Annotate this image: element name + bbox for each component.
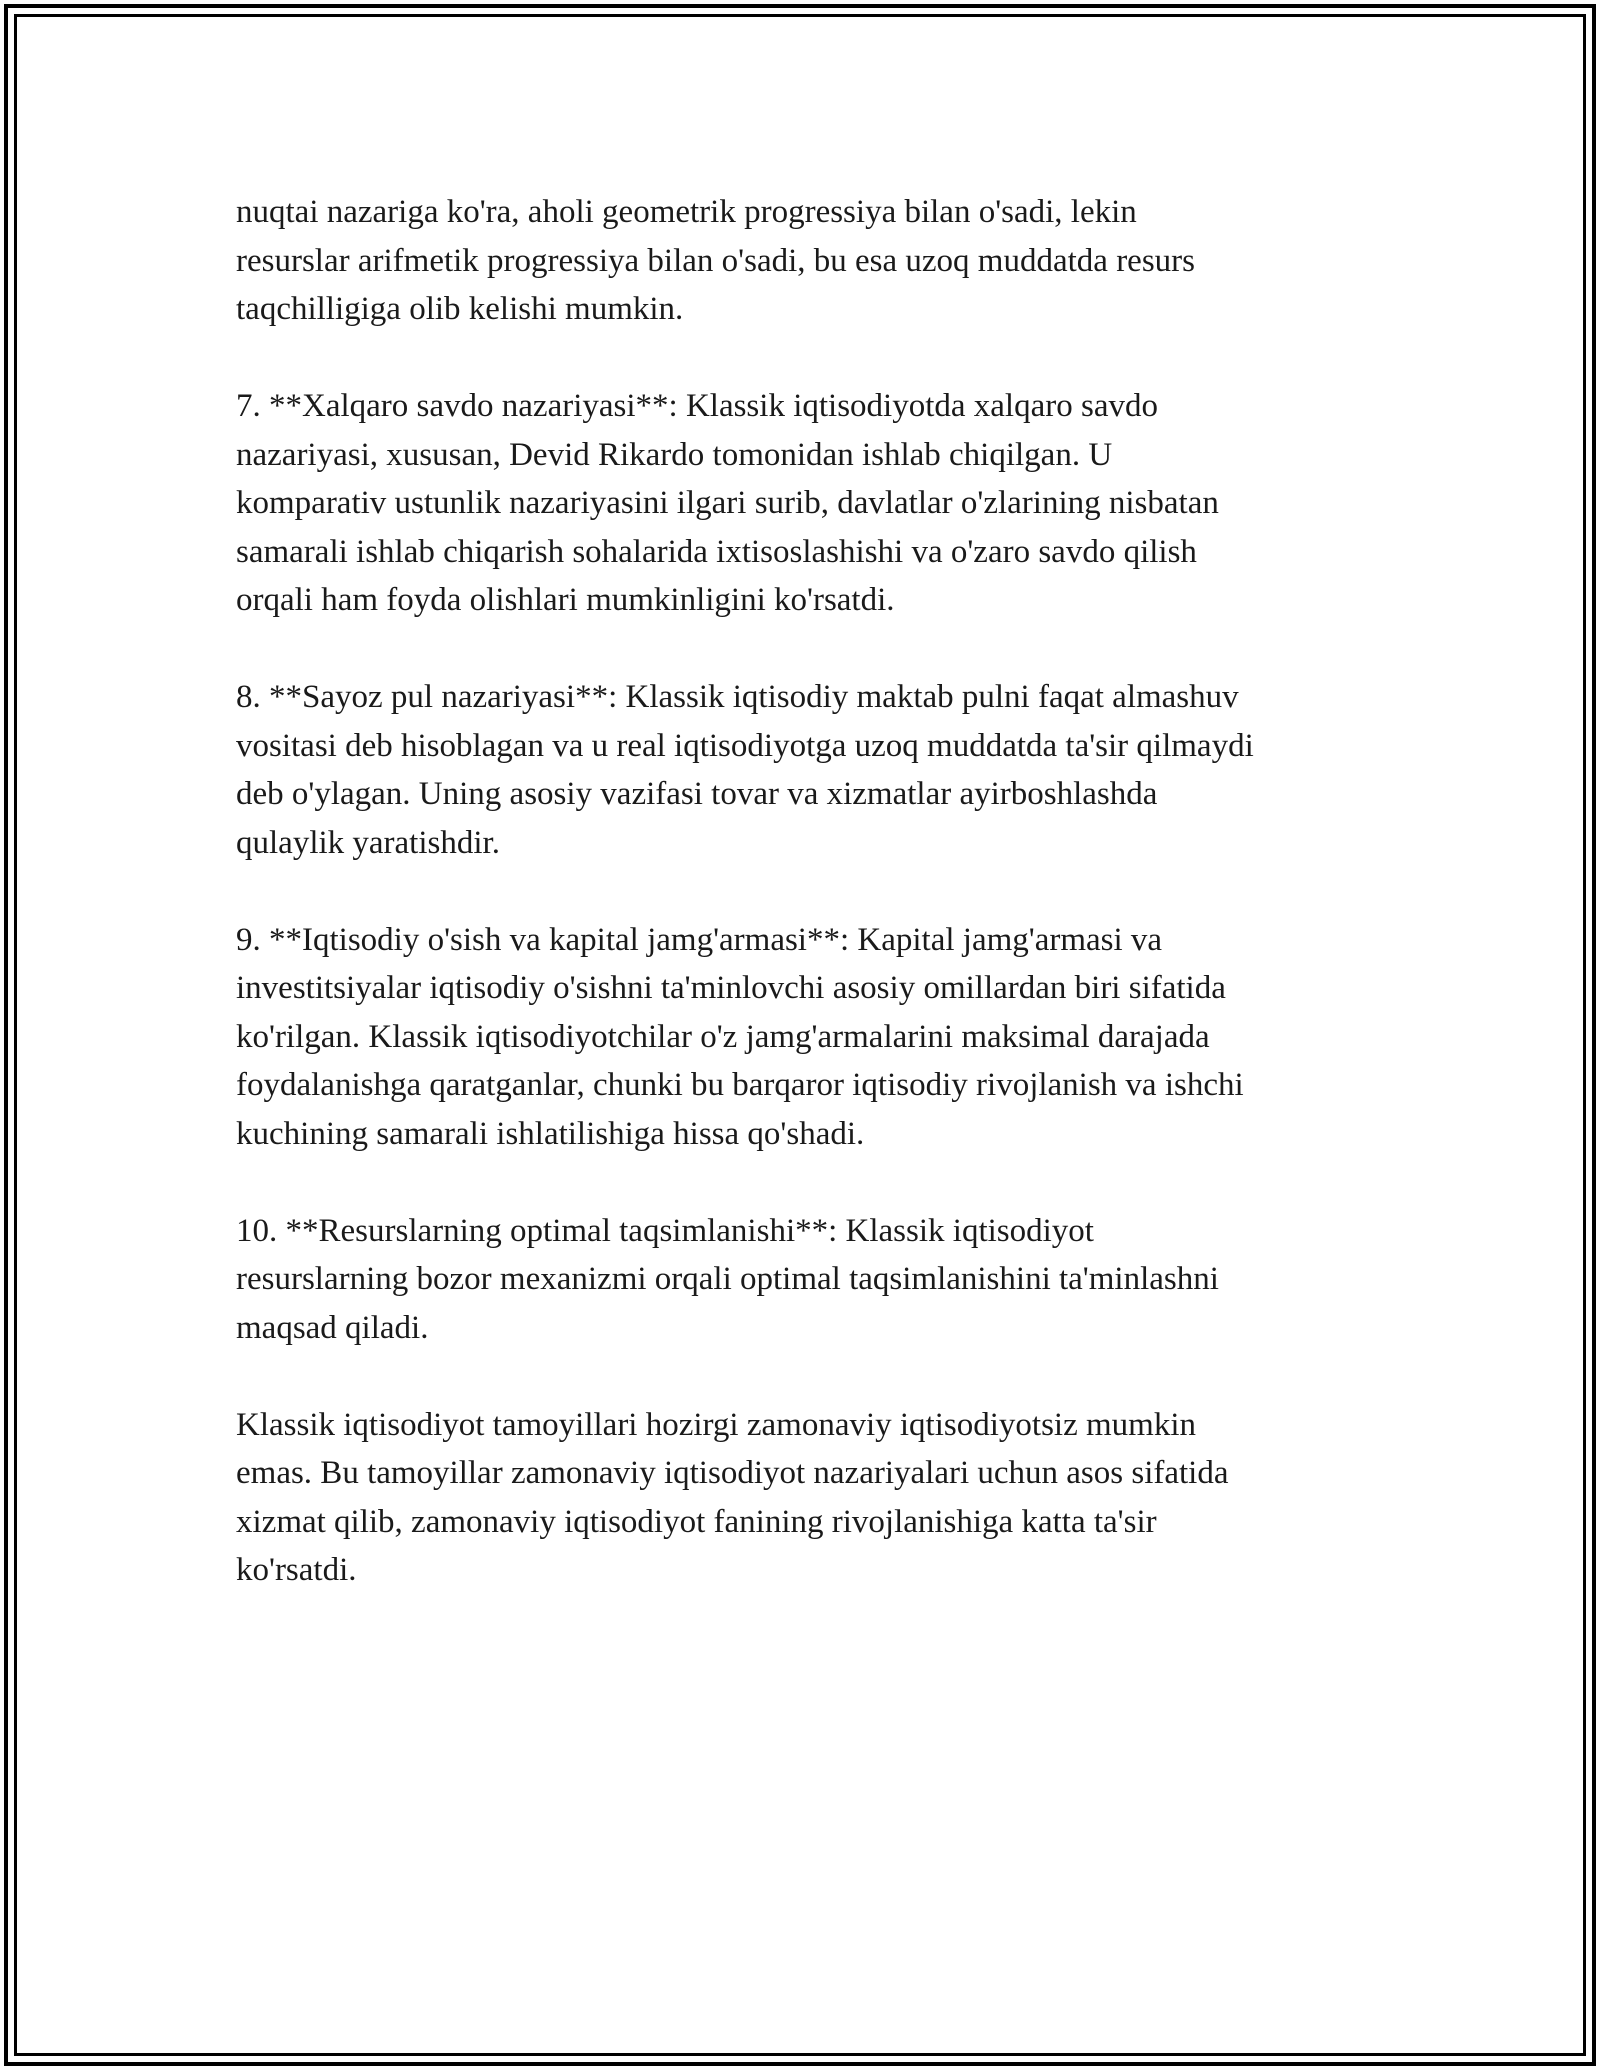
paragraph-item-8-money-theory: 8. **Sayoz pul nazariyasi**: Klassik iqtisodiy maktab pulni faqat almashuv vositasi deb hisoblagan va u real iqtisodiyotga uzoq muddatda ta'sir qilmaydi deb o'ylagan. Uning asosiy vazifasi tovar va xizmatlar ayirboshlashda qulaylik yaratishdir. [236, 679, 1254, 861]
paragraph-malthus-continuation: nuqtai nazariga ko'ra, aholi geometrik progressiya bilan o'sadi, lekin resurslar arifmetik progressiya bilan o'sadi, bu esa uzoq muddatda resurs taqchilligiga olib kelishi mumkin. [236, 194, 1195, 327]
paragraph-item-7-international-trade: 7. **Xalqaro savdo nazariyasi**: Klassik iqtisodiyotda xalqaro savdo nazariyasi, xususan, Devid Rikardo tomonidan ishlab chiqilgan. U komparativ ustunlik nazariyasini ilgari surib, davlatlar o'zlarining nisbatan samarali ishlab chiqarish sohalarida ixtisoslashishi va o'zaro savdo qilish orqali ham foyda olishlari mumkinligini ko'rsatdi. [236, 388, 1219, 618]
paragraph-item-9-capital-accumulation: 9. **Iqtisodiy o'sish va kapital jamg'armasi**: Kapital jamg'armasi va investitsiyalar iqtisodiy o'sishni ta'minlovchi asosiy omillardan biri sifatida ko'rilgan. Klassik iqtisodiyotchilar o'z jamg'armalarini maksimal darajada foydalanishga qaratganlar, chunki bu barqaror iqtisodiy rivojlanish va ishchi kuchining samarali ishlatilishiga hissa qo'shadi. [236, 921, 1244, 1152]
paragraph-conclusion: Klassik iqtisodiyot tamoyillari hozirgi zamonaviy iqtisodiyotsiz mumkin emas. Bu tamoyillar zamonaviy iqtisodiyot nazariyalari uchun asos sifatida xizmat qilib, zamonaviy iqtisodiyot fanining rivojlanishiga katta ta'sir ko'rsatdi. [236, 1406, 1229, 1588]
paragraph-item-10-resource-allocation: 10. **Resurslarning optimal taqsimlanishi**: Klassik iqtisodiyot resurslarning bozor mexanizmi orqali optimal taqsimlanishini ta'minlashni maqsad qiladi. [236, 1212, 1219, 1346]
document-body [236, 188, 1386, 1643]
